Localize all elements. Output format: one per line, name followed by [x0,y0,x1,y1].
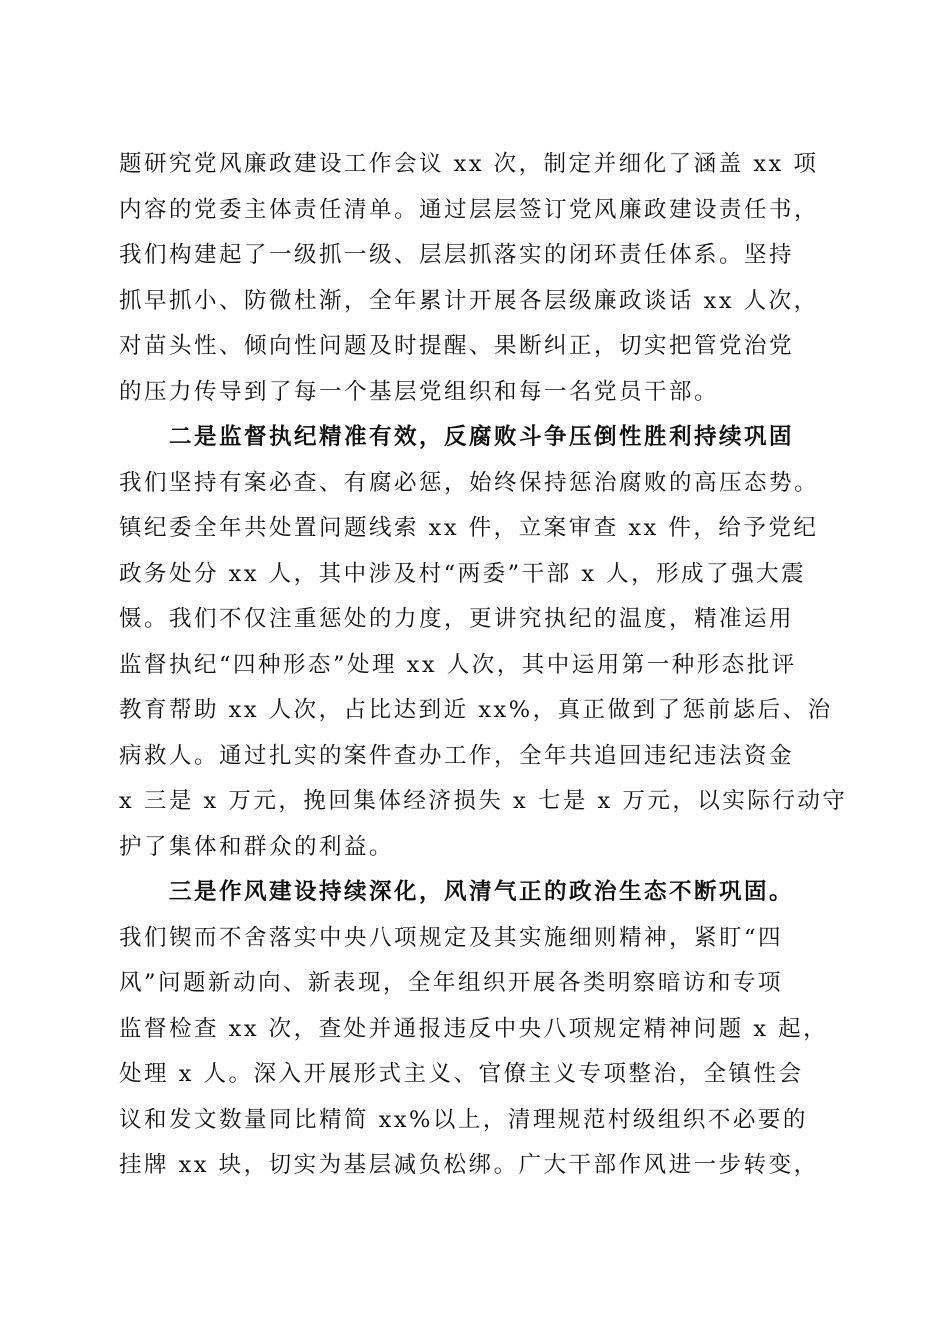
text-line: 监督执纪“四种形态”处理 xx 人次，其中运用第一种形态批评 [119,651,797,678]
text-line: 的压力传导到了每一个基层党组织和每一名党员干部。 [119,378,720,405]
text-line: 我们锲而不舍落实中央八项规定及其实施细则精神，紧盯“四 [119,924,784,951]
text-line: 护了集体和群众的利益。 [119,833,395,860]
text-line: x 三是 x 万元，挽回集体经济损失 x 七是 x 万元，以实际行动守 [119,788,848,814]
text-line: 议和发文数量同比精简 xx%以上，清理规范村级组织不必要的 [119,1106,808,1133]
text-line: 病救人。通过扎实的案件查办工作，全年共追回违纪违法资金 [119,742,795,769]
text-line: 我们构建起了一级抓一级、层层抓落实的闭环责任体系。坚持 [119,242,795,268]
text-line: 题研究党风廉政建设工作会议 xx 次，制定并细化了涵盖 xx 项 [119,151,819,177]
text-line: 教育帮助 xx 人次，占比达到近 xx%，真正做到了惩前毖后、治 [119,697,833,723]
text-line: 监督检查 xx 次，查处并通报违反中央八项规定精神问题 x 起， [119,1015,829,1042]
text-line: 对苗头性、倾向性问题及时提醒、果断纠正，切实把管党治党 [119,333,795,359]
text-line: 挂牌 xx 块，切实为基层减负松绑。广大干部作风进一步转变， [119,1152,819,1178]
text-line: 我们坚持有案必查、有腐必惩，始终保持惩治腐败的高压态势。 [119,469,820,496]
text-line: 政务处分 xx 人，其中涉及村“两委”干部 x 人，形成了强大震 [119,560,807,587]
text-line: 处理 x 人。深入开展形式主义、官僚主义专项整治，全镇性会 [119,1061,804,1087]
text-line: 内容的党委主体责任清单。通过层层签订党风廉政建设责任书， [119,196,820,223]
text-line: 抓早抓小、防微杜渐，全年累计开展各层级廉政谈话 xx 人次， [119,287,819,314]
paragraph-3-heading: 三是作风建设持续深化，风清气正的政治生态不断巩固。 [169,879,795,905]
paragraph-2-heading: 二是监督执纪精准有效，反腐败斗争压倒性胜利持续巩固 [169,424,795,450]
document-body [119,142,848,1189]
paragraph-3 [119,870,839,1189]
paragraph-2 [119,415,848,870]
text-line: 风”问题新动向、新表现，全年组织开展各类明察暗访和专项 [119,970,784,996]
paragraph-1 [119,142,839,415]
text-line: 镇纪委全年共处置问题线索 xx 件，立案审查 xx 件，给予党纪 [119,515,819,541]
text-line: 慑。我们不仅注重惩处的力度，更讲究执纪的温度，精准运用 [119,606,795,632]
